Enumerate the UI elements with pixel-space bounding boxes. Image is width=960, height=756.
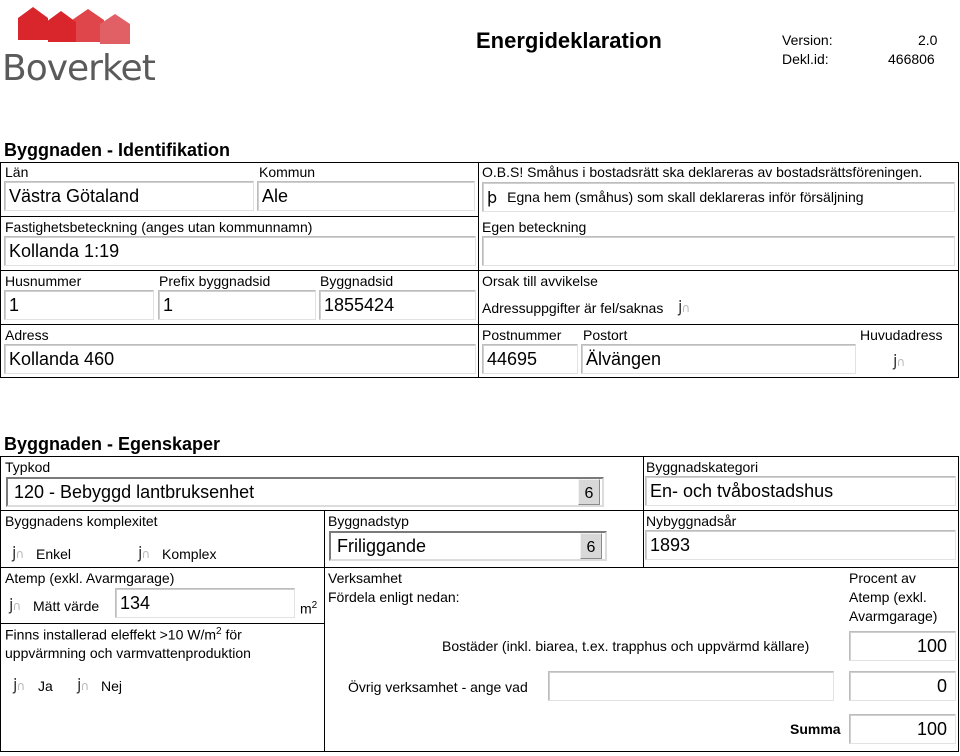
procent-label-3: Avarmgarage)	[849, 608, 938, 624]
chevron-down-icon[interactable]: 6	[578, 479, 600, 505]
ovrig-verksamhet-label: Övrig verksamhet - ange vad	[348, 679, 528, 695]
adressuppgifter-label: Adressuppgifter är fel/saknas	[482, 300, 664, 316]
radio-icon: j	[77, 675, 82, 694]
husnummer-label: Husnummer	[5, 273, 82, 289]
typkod-label: Typkod	[5, 459, 51, 475]
egen-beteckning-field[interactable]	[482, 236, 955, 266]
eleffekt-exponent: 2	[216, 626, 222, 637]
logo-text: Boverket	[2, 48, 155, 89]
divider	[643, 456, 644, 567]
summa-field: 100	[849, 714, 956, 744]
unit-exponent: 2	[311, 600, 318, 611]
prefix-field[interactable]: 1	[158, 290, 316, 320]
adress-label: Adress	[5, 327, 49, 343]
adress-field[interactable]: Kollanda 460	[4, 344, 476, 374]
byggnadsid-field[interactable]: 1855424	[319, 290, 476, 320]
egen-beteckning-label: Egen beteckning	[482, 219, 587, 235]
byggnadstyp-value: Friliggande	[337, 535, 427, 556]
husnummer-field[interactable]: 1	[4, 290, 154, 320]
radio-icon: j	[12, 543, 17, 562]
radio-icon: j	[678, 297, 683, 316]
ovrig-percent-field[interactable]: 0	[849, 671, 956, 701]
lan-field[interactable]: Västra Götaland	[4, 181, 254, 211]
radio-ring-icon: ∩	[681, 301, 691, 315]
page-title: Energideklaration	[476, 28, 662, 53]
egna-hem-row	[482, 182, 955, 212]
eleffekt-text-suffix: för	[221, 626, 242, 643]
byggnadsid-label: Byggnadsid	[320, 273, 394, 289]
divider	[0, 324, 959, 325]
divider	[0, 510, 959, 511]
byggnadskategori-label: Byggnadskategori	[646, 459, 759, 475]
procent-label-1: Procent av	[849, 570, 916, 586]
eleffekt-text: Finns installerad eleffekt >10 W/m	[5, 626, 217, 643]
radio-ring-icon: ∩	[141, 547, 151, 561]
radio-icon: j	[13, 675, 18, 694]
kommun-label: Kommun	[259, 164, 316, 180]
atemp-field[interactable]: 134	[115, 588, 295, 618]
eleffekt-question-line2: uppvärmning och varmvattenproduktion	[5, 645, 251, 661]
huvudadress-label: Huvudadress	[860, 327, 943, 343]
postnummer-label: Postnummer	[482, 327, 562, 343]
version-label: Version:	[782, 32, 833, 48]
huvudadress-radio[interactable]	[893, 351, 905, 370]
fastighet-label: Fastighetsbeteckning (anges utan kommunnamn)	[5, 219, 313, 235]
prefix-label: Prefix byggnadsid	[159, 273, 271, 289]
radio-ring-icon: ∩	[896, 355, 906, 369]
nej-label: Nej	[101, 678, 123, 694]
section-heading-identifikation: Byggnaden - Identifikation	[4, 140, 231, 160]
radio-ring-icon: ∩	[16, 679, 26, 693]
egna-hem-label: Egna hem (småhus) som skall deklareras inför försäljning	[507, 189, 864, 205]
procent-label-2: Atemp (exkl.	[849, 589, 927, 605]
matt-varde-label: Mätt värde	[33, 598, 100, 614]
fastighet-field[interactable]: Kollanda 1:19	[4, 236, 476, 266]
ovrig-verksamhet-field[interactable]	[548, 671, 834, 701]
nej-radio[interactable]	[77, 675, 89, 694]
section-heading-egenskaper: Byggnaden - Egenskaper	[4, 434, 221, 454]
enkel-radio[interactable]	[12, 543, 24, 562]
divider	[0, 216, 478, 217]
obs-notice: O.B.S! Småhus i bostadsrätt ska deklareras av bostadsrättsföreningen.	[482, 164, 923, 180]
orsak-label: Orsak till avvikelse	[482, 273, 598, 289]
divider	[324, 510, 325, 752]
dekl-id-value: 466806	[888, 51, 935, 67]
radio-ring-icon: ∩	[80, 679, 90, 693]
ja-radio[interactable]	[13, 675, 25, 694]
adressuppgifter-radio[interactable]	[678, 297, 690, 316]
typkod-value: 120 - Bebyggd lantbruksenhet	[14, 481, 255, 502]
postort-field[interactable]: Älvängen	[581, 344, 856, 374]
eleffekt-question	[5, 626, 242, 643]
divider	[0, 623, 324, 624]
atemp-label: Atemp (exkl. Avarmgarage)	[5, 570, 175, 586]
dekl-id-label: Dekl.id:	[782, 51, 829, 67]
verksamhet-label: Verksamhet	[328, 570, 402, 586]
byggnadskategori-field[interactable]: En- och tvåbostadshus	[645, 476, 956, 506]
typkod-dropdown[interactable]	[6, 477, 604, 507]
bostader-label: Bostäder (inkl. biarea, t.ex. trapphus och uppvärmd källare)	[442, 638, 810, 654]
enkel-label: Enkel	[36, 546, 72, 562]
postnummer-field[interactable]: 44695	[482, 344, 578, 374]
egna-hem-checkbox[interactable]: þ	[487, 187, 498, 207]
radio-icon: j	[138, 543, 143, 562]
boverket-logo	[2, 4, 155, 89]
atemp-unit	[300, 600, 317, 617]
unit-base: m	[300, 600, 312, 617]
bostader-percent-field[interactable]: 100	[849, 631, 956, 661]
komplexitet-label: Byggnadens komplexitet	[5, 513, 158, 529]
summa-label: Summa	[790, 721, 841, 737]
ja-label: Ja	[38, 678, 53, 694]
divider	[0, 567, 959, 568]
version-value: 2.0	[918, 32, 938, 48]
nybyggnadsar-label: Nybyggnadsår	[646, 513, 737, 529]
byggnadstyp-label: Byggnadstyp	[328, 513, 409, 529]
radio-ring-icon: ∩	[12, 599, 22, 613]
nybyggnadsar-field[interactable]: 1893	[645, 530, 956, 560]
radio-icon: j	[893, 351, 898, 370]
chevron-down-icon[interactable]: 6	[580, 533, 602, 559]
radio-ring-icon: ∩	[15, 547, 25, 561]
komplex-radio[interactable]	[138, 543, 150, 562]
postort-label: Postort	[583, 327, 628, 343]
komplex-label: Komplex	[162, 546, 217, 562]
matt-varde-radio[interactable]	[9, 595, 21, 614]
lan-label: Län	[5, 164, 29, 180]
kommun-field[interactable]: Ale	[257, 181, 475, 211]
divider	[0, 270, 959, 271]
byggnadstyp-dropdown[interactable]	[329, 531, 607, 561]
radio-icon: j	[9, 595, 14, 614]
fordela-label: Fördela enligt nedan:	[328, 589, 460, 605]
